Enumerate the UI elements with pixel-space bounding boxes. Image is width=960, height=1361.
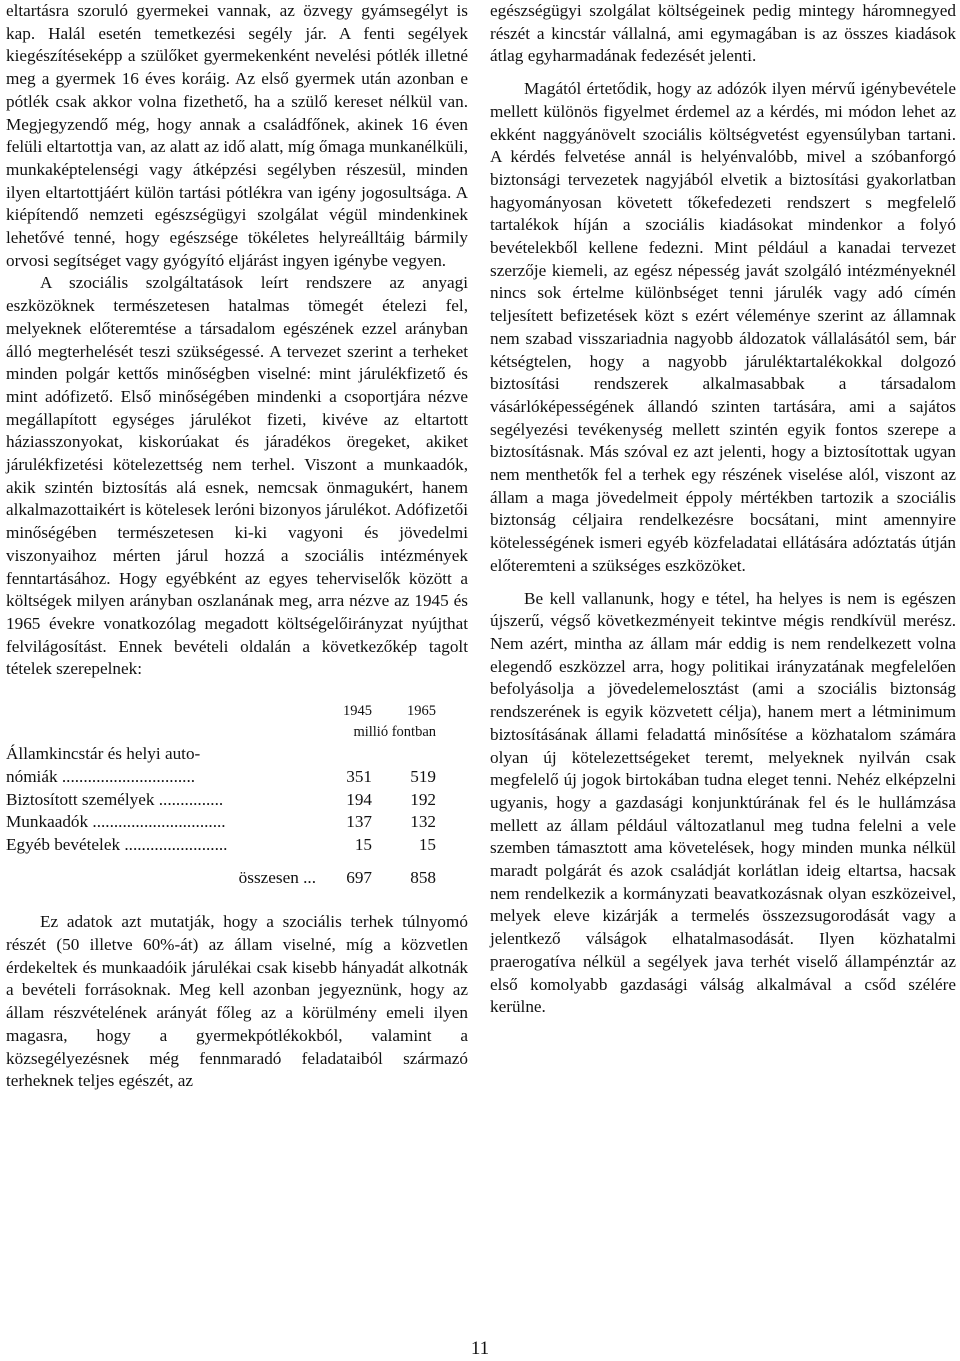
page-number: 11 bbox=[470, 1338, 490, 1359]
table-total-1945: 697 bbox=[346, 867, 372, 887]
table-cell-1945: 351 bbox=[346, 766, 372, 786]
table-row-label-line1: Államkincstár és helyi auto- bbox=[6, 744, 201, 764]
table-total-1965: 858 bbox=[410, 867, 436, 887]
left-paragraph-3: Ez adatok azt mutatják, hogy a szociális terhek túlnyomó részét (50 illetve 60%-át) az állam viselné, míg a közvetlen érdekeltek és munkaadóik járulékai csak kisebb hányadát alkotnák a bevételi forrásoknak. Meg kell azonban jegyeznünk, hogy az állam részvételének arányát főleg az a körülmény emeli ilyen magasra, hogy a gyermekpótlékokból, valamint a közsegélyezésnek még fennmaradó feladataiból származó terheknek teljes egészét, az bbox=[6, 912, 468, 1091]
table-row-label: Munkaadók ............................... bbox=[6, 812, 226, 832]
table-row bbox=[6, 789, 436, 812]
left-column bbox=[6, 0, 468, 1093]
right-paragraph-3: Be kell vallanunk, hogy e tétel, ha helyes is nem is egészen újszerű, végső következményeit tekintve mégis rendkívül merész. Nem azért, mintha az állam már eddig is nem rendelkezett volna elegendő eszközzel arra, hogy politikai irányzatának megfelelően befolyásolja a jövedelemelosztást (ami a szociális biztonság rendszerének is egyik közvetett célja), hanem mert a létminimum biztosításának állami feladattá minősítése a közhatalom számára olyan új kötelezettségeket teremt, melyeknek nyilván csak megfelelő új jogok birtokában tudna eleget tenni. Nehéz elképzelni ugyanis, hogy a gazdasági konjunktúrának fel és le hullámzása mellett az állam például változatlanul meg tudna felelni a vele szemben támasztott ama követelések, hogy minden munka nélkül maradt polgárát és azok családját korlátlan ideig eltartsa, hacsak nem rendelkezik a kormányzati beavatkozásnak olyan eszközeivel, melyek eleve kizárják a termelés összezsugorodását vagy a jelentkező válságok elhatalmasodását. Ilyen közhatalmi praerogatíva nélkül a segélyek java terhét viselő állampénztár az első komolyabb gazdasági válság alkalmával a csőd szélére kerülne. bbox=[490, 588, 956, 1017]
left-paragraph-2: A szociális szolgáltatások leírt rendszere az anyagi eszközöknek természetesen hatalmas tömegét ételezi fel, melyeknek előteremtése a társadalom egészének ezzel arányban álló megterhelését teszi szükségessé. A tervezet szerint a terheket minden polgár kettős minőségben viselné: mint járulékfizető és mint adófizető. Első minőségében mindenki a csoportjára nézve megállapított egységes járulékot fizeti, kivéve az eltartott háziasszonyokat, kiskorúakat és járadékos öregeket, akiket járulékfizetési kötelezettség nem terhel. Viszont a munkaadók, akik szintén biztosítás alá esnek, nemcsak önmagukért, hanem alkalmazottaikért is kötelesek leróni bizonyos járulékot. Adófizetői minőségében természetesen ki-ki vagyoni és jövedelmi viszonyaihoz mérten járul hozzá a szociális intézmények fenntartásához. Hogy egyébként az egyes teherviselők között a költségek milyen arányban oszlanának meg, arra nézve az 1945 és 1965 évekre vonatkozólag megadott költségelőirányzat nyújthat felvilágosítást. Ennek bevételi oldalán a következőkép tagolt tételek szerepelnek: bbox=[6, 273, 468, 679]
right-paragraph-2: Magától értetődik, hogy az adózók ilyen mérvű igénybevétele mellett különös figyelmet érdemel az a kérdés, mi módon lehet az ekként naggyánövelt szociális költségvetést egyensúlyban tartani. A kérdés felvetése annál is helyénvalóbb, mivel a szóbanforgó biztonsági tervezetek nagyjából elvetik a biztosítási gyakorlatban hagyományosan követett tőkefedezeti rendszert s megfelelő tartalékok híján a szociális kiadásokat mindenkor a folyó bevételekből kellene fedezni. Mint például a kanadai tervezet szerzője kiemeli, az egész népesség javát szolgáló intézményeknél nincs sok értelme különbséget tenni járulék vagy adó címén teljesített befizetések közt s ezért véleménye szerint az államnak nem szabad visszariadnia nagyobb áldozatok vállalásától sem, bár kétségtelen, hogy a nagyobb járuléktartalékokkal dolgozó biztosítási rendszerek alkalmasabbak a társadalom vásárlóképességének állandó szinten tartására, ami a sajátos segélyezési tevékenység mellett szintén egyik fontos szerepe a biztosításnak. Más szóval ez azt jelenti, hogy a biztosítottak ugyan nem menthetők fel a terhek egy részének viselése alól, viszont az állam a maga jövedelmeit éppoly mértékben tartozik a szociális biztonság céljaira rendelkezésre bocsátani, mint amennyire kötelességének ismeri egyéb közfeladatai ellátására adóztatás útján előteremteni a szükséges eszközöket. bbox=[490, 79, 956, 575]
table-cell-1945: 194 bbox=[346, 789, 372, 809]
table-cell-1965: 519 bbox=[410, 766, 436, 786]
table-header-1945: 1945 bbox=[343, 703, 372, 720]
table-cell-1945: 15 bbox=[354, 834, 372, 854]
table-row bbox=[6, 834, 436, 857]
table-total-row bbox=[6, 857, 436, 890]
table-unit-row bbox=[6, 722, 436, 743]
table-cell-1965: 15 bbox=[418, 834, 436, 854]
table-row-label: nómiák ............................... bbox=[6, 766, 196, 786]
table-header-1965: 1965 bbox=[407, 703, 436, 720]
revenue-table bbox=[6, 701, 436, 889]
right-column bbox=[490, 0, 956, 1019]
table-cell-1965: 132 bbox=[410, 812, 436, 832]
table-total-label: összesen ... bbox=[238, 867, 316, 887]
table-row-label: Egyéb bevételek ........................ bbox=[6, 834, 228, 854]
table-row-label: Biztosított személyek ............... bbox=[6, 789, 224, 809]
table-unit: millió fontban bbox=[353, 724, 436, 741]
right-paragraph-1: egészségügyi szolgálat költségeinek pedig mintegy háromnegyed részét a kincstár vállalná, ami egymagában is az összes kiadások átlag egyharmadának fedezését jelenti. bbox=[490, 1, 956, 66]
table-row bbox=[6, 811, 436, 834]
table-cell-1945: 137 bbox=[346, 812, 372, 832]
table-row bbox=[6, 743, 436, 766]
table-cell-1965: 192 bbox=[410, 789, 436, 809]
table-row bbox=[6, 766, 436, 789]
table-header-row bbox=[6, 701, 436, 722]
left-paragraph-1: eltartásra szoruló gyermekei vannak, az özvegy gyámsegélyt is kap. Halál esetén temetkezési segély jár. A fenti segélyek kiegészítéseképp a szülőket gyermekenként nevelési pótlék illetné meg a gyermek 16 éves koráig. Az első gyermek után azonban e pótlék csak akkor volna fizethető, ha a szülő kereset nélkül van. Megjegyzendő még, hogy annak a családfőnek, akinek 16 éven felüli eltartottja van, az alatt az idő alatt, míg őmaga munkanélküli, munkaképtelenségi vagy átképzési segélyben részesül, minden ilyen eltartottjáért külön tartási pótlékra van igény jogosultsága. A kiépítendő nemzeti egészségügyi szolgálat végül mindenkinek lehetővé tenné, hogy egészsége tökéletes helyreálltáig bármily orvosi segítséget vagy gyógyító eljárást ingyen igénybe vegyen. bbox=[6, 1, 468, 270]
